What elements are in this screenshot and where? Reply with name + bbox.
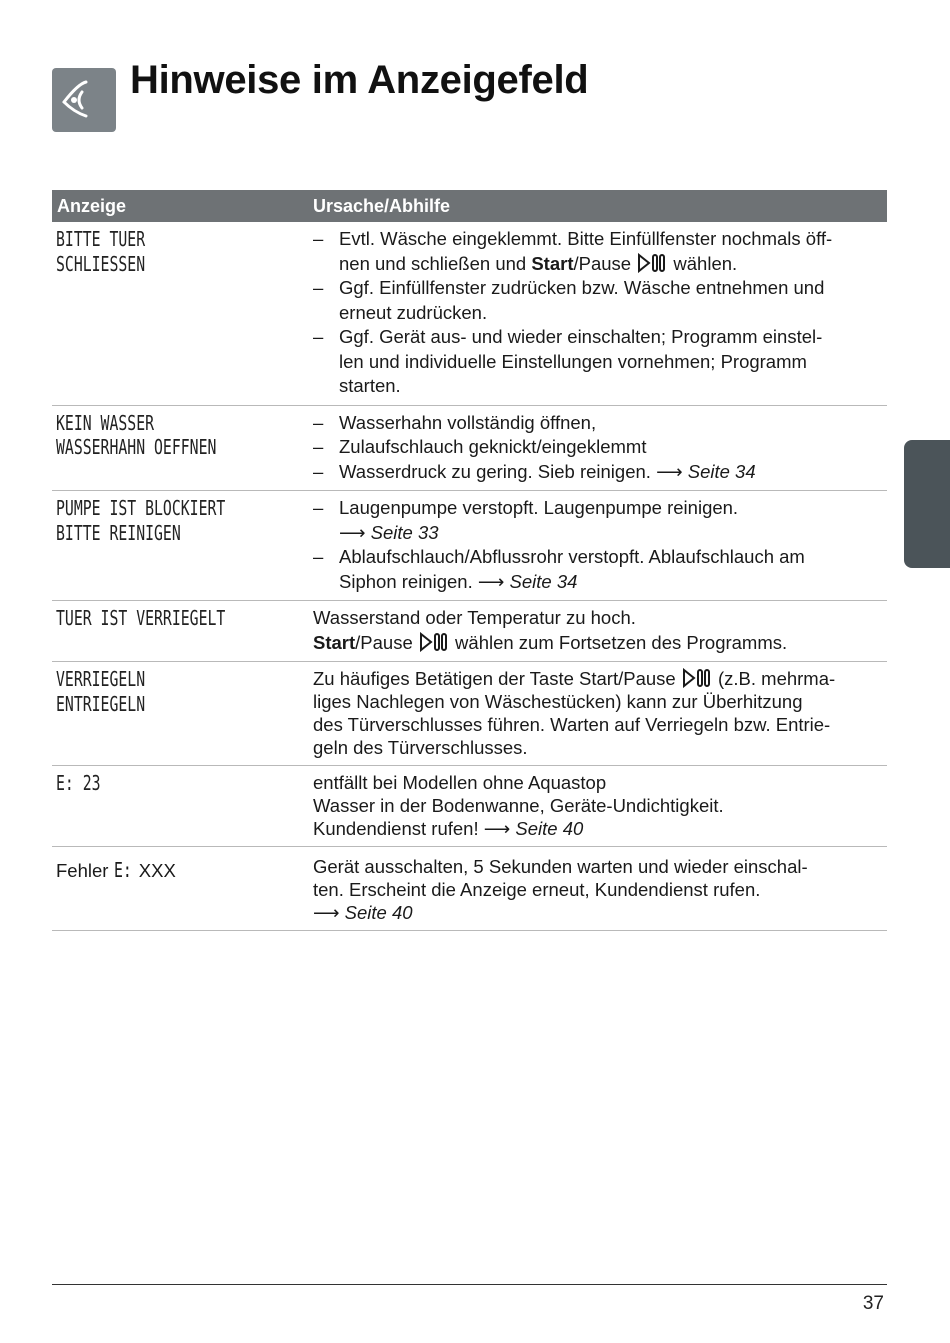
cause-cell: Gerät ausschalten, 5 Sekunden warten und wieder einschal- ten. Erscheint die Anzeige erneut, Kundendienst rufen. ⟶ Seite 40 bbox=[313, 856, 808, 923]
cause-cell bbox=[313, 496, 887, 594]
chapter-tab bbox=[904, 440, 950, 568]
page-reference: Seite 34 bbox=[687, 460, 756, 482]
table-row bbox=[52, 406, 887, 492]
lcd-text: KEIN WASSER bbox=[56, 410, 155, 435]
table-row bbox=[52, 847, 887, 931]
lcd-text: TUER IST VERRIEGELT bbox=[56, 606, 226, 630]
list-item: – Wasserhahn vollständig öffnen, bbox=[313, 411, 887, 436]
play-pause-icon bbox=[418, 632, 450, 652]
arrow-right-icon: ⟶ bbox=[339, 521, 366, 543]
list-item: – Evtl. Wäsche eingeklemmt. Bitte Einfüllfenster nochmals öff- nen und schließen und Start/Pause wählen. bbox=[313, 227, 887, 276]
eye-icon bbox=[52, 68, 116, 132]
page-reference: Seite 40 bbox=[344, 902, 413, 923]
list-item: – Laugenpumpe verstopft. Laugenpumpe reinigen. ⟶ Seite 33 bbox=[313, 496, 887, 545]
display-cell bbox=[52, 606, 313, 655]
cause-cell: Wasserstand oder Temperatur zu hoch. Start/Pause wählen zum Fortsetzen des Programms. bbox=[313, 607, 788, 653]
lcd-text: VERRIEGELN bbox=[56, 667, 146, 691]
display-cell: Fehler E: XXX bbox=[56, 858, 176, 882]
display-cell bbox=[52, 411, 313, 485]
hints-table bbox=[52, 190, 887, 931]
table-header bbox=[52, 190, 887, 222]
cause-cell bbox=[313, 227, 887, 399]
lcd-text: E: bbox=[113, 858, 132, 882]
table-row bbox=[52, 766, 887, 847]
display-cell bbox=[52, 227, 313, 399]
list-item: – Ggf. Einfüllfenster zudrücken bzw. Wäsche entnehmen und erneut zudrücken. bbox=[313, 276, 887, 325]
display-cell bbox=[52, 771, 313, 840]
page-title: Hinweise im Anzeigefeld bbox=[130, 58, 589, 102]
list-item: – Wasserdruck zu gering. Sieb reinigen. ⟶ Seite 34 bbox=[313, 460, 887, 485]
list-item: – Ablaufschlauch/Abflussrohr verstopft. Ablaufschlauch am Siphon reinigen. ⟶ Seite 34 bbox=[313, 545, 887, 594]
page-reference: Seite 34 bbox=[509, 570, 578, 592]
page-reference: Seite 33 bbox=[370, 521, 439, 543]
cause-cell bbox=[313, 411, 887, 485]
lcd-text: ENTRIEGELN bbox=[56, 691, 146, 716]
play-pause-icon bbox=[636, 253, 668, 273]
lcd-text: WASSERHAHN OEFFNEN bbox=[56, 435, 217, 459]
lcd-text: E: 23 bbox=[56, 771, 101, 795]
column-header-display: Anzeige bbox=[57, 195, 127, 216]
display-cell bbox=[52, 496, 313, 594]
list-item: – Zulaufschlauch geknickt/eingeklemmt bbox=[313, 435, 887, 460]
table-row bbox=[52, 491, 887, 601]
footer-divider bbox=[52, 1284, 887, 1285]
arrow-right-icon: ⟶ bbox=[483, 818, 511, 839]
arrow-right-icon: ⟶ bbox=[313, 902, 340, 923]
arrow-right-icon: ⟶ bbox=[477, 570, 505, 592]
lcd-text: BITTE REINIGEN bbox=[56, 520, 181, 545]
table-row bbox=[52, 222, 887, 406]
list-item: – Ggf. Gerät aus- und wieder einschalten; Programm einstel- len und individuelle Einstellungen vornehmen; Programm starten. bbox=[313, 325, 887, 399]
lcd-text: BITTE TUER bbox=[56, 227, 146, 251]
play-pause-icon bbox=[681, 668, 713, 688]
arrow-right-icon: ⟶ bbox=[656, 460, 683, 482]
cause-cell: Zu häufiges Betätigen der Taste Start/Pause (z.B. mehrma- liges Nachlegen von Wäschestücken) kann zur Überhitzung des Türverschlusses führen. Warten auf Verriegeln bzw. Entrie- geln des Türverschlusses. bbox=[313, 668, 836, 758]
lcd-text: SCHLIESSEN bbox=[56, 251, 146, 276]
display-cell bbox=[52, 667, 313, 759]
lcd-text: PUMPE IST BLOCKIERT bbox=[56, 496, 226, 520]
table-row bbox=[52, 601, 887, 662]
table-row bbox=[52, 662, 887, 766]
page-number: 37 bbox=[862, 1293, 884, 1314]
column-header-cause: Ursache/Abhilfe bbox=[313, 195, 451, 216]
page-reference: Seite 40 bbox=[515, 818, 584, 839]
cause-cell: entfällt bei Modellen ohne Aquastop Wasser in der Bodenwanne, Geräte-Undichtigkeit. Kundendienst rufen! ⟶ Seite 40 bbox=[313, 772, 724, 839]
